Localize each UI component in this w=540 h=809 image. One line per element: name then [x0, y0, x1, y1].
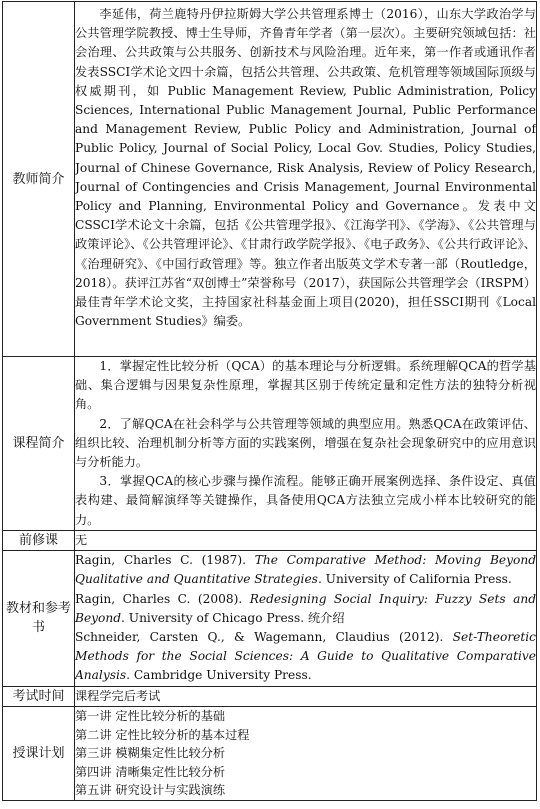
- lesson-item: 第三讲 模糊集定性比较分析: [75, 746, 226, 761]
- teaching-plan-label: 授课计划: [3, 706, 75, 800]
- teacher-label: 教师简介: [3, 2, 75, 357]
- exam-label: 考试时间: [3, 686, 75, 706]
- lesson-item: 第五讲 研究设计与实践演练: [75, 783, 226, 798]
- exam-value: 课程学完后考试: [75, 686, 537, 706]
- course-intro-row: [3, 357, 537, 531]
- teacher-bio-cell: [75, 2, 537, 357]
- reference-2: Ragin, Charles C. (2008). Redesigning Social Inquiry: Fuzzy Sets and Beyond. University of Chicago Press. 统介绍: [75, 591, 536, 625]
- prereq-value: 无: [75, 530, 537, 550]
- teacher-row: [3, 2, 537, 357]
- textbooks-cell: [75, 550, 537, 686]
- reference-1: Ragin, Charles C. (1987). The Comparative Method: Moving Beyond Qualitative and Quantitative Strategies. University of California Press.: [75, 553, 536, 587]
- teaching-plan-row: [3, 706, 537, 800]
- teaching-plan-cell: [75, 706, 537, 800]
- course-intro-cell: [75, 357, 537, 531]
- course-objective-1: 1．掌握定性比较分析（QCA）的基本理论与分析逻辑。系统理解QCA的哲学基础、集合逻辑与因果复杂性原理，掌握其区别于传统定量和定性方法的独特分析视角。: [75, 359, 536, 412]
- course-objective-3: 3．掌握QCA的核心步骤与操作流程。能够正确开展案例选择、条件设定、真值表构建、最简解演绎等关键操作，具备使用QCA方法独立完成小样本比较研究的能力。: [75, 474, 536, 527]
- lesson-item: 第一讲 定性比较分析的基础: [75, 709, 226, 724]
- teacher-bio: 李延伟，荷兰鹿特丹伊拉斯姆大学公共管理系博士（2016），山东大学政治学与公共管理学院教授、博士生导师，齐鲁青年学者（第一层次）。主要研究领域包括：社会治理、公共政策与公共服务、创新技术与风险治理。近年来，第一作者或通讯作者发表SSCI学术论文四十余篇，包括公共管理、公共政策、危机管理等领域国际顶级与权威期刊，如 Public Management Review, Public Administration, Policy Sciences, International Public Management Journal, Public Performance and Management Review, Public Policy and Administration, Journal of Public Policy, Journal of Social Policy, Local Gov. Studies, Policy Studies, Journal of Chinese Governance, Risk Analysis, Review of Policy Research, Journal of Contingencies and Crisis Management, Journal Environmental Policy and Planning, Environmental Policy and Governance。发表中文CSSCI学术论文十余篇，包括《公共管理学报》、《江海学刊》、《学海》、《公共管理与政策评论》、《公共管理评论》、《甘肃行政学院学报》、《电子政务》、《公共行政评论》、《治理研究》、《中国行政管理》等。独立作者出版英文学术专著一部（Routledge，2018）。获评江苏省“双创博士”荣誉称号（2017），获国际公共管理学会（IRSPM）最佳青年学术论文奖，主持国家社科基金面上项目(2020)，担任SSCI期刊《Local Government Studies》编委。: [75, 7, 536, 329]
- prereq-label: 前修课: [3, 530, 75, 550]
- lesson-item: 第二讲 定性比较分析的基本过程: [75, 727, 250, 742]
- textbooks-label: 教材和参考书: [3, 550, 75, 686]
- course-intro-label: 课程简介: [3, 357, 75, 531]
- reference-3: Schneider, Carsten Q., & Wagemann, Claudius (2012). Set-Theoretic Methods for the Social Sciences: A Guide to Qualitative Comparative Analysis. Cambridge University Press.: [75, 629, 536, 683]
- course-objective-2: 2．了解QCA在社会科学与公共管理等领域的典型应用。熟悉QCA在政策评估、组织比较、治理机制分析等方面的实践案例，增强在复杂社会现象研究中的应用意识与分析能力。: [75, 416, 536, 470]
- lesson-item: 第四讲 清晰集定性比较分析: [75, 764, 226, 779]
- exam-row: [3, 686, 537, 706]
- course-info-table: [2, 1, 537, 801]
- prereq-row: [3, 530, 537, 550]
- textbooks-row: [3, 550, 537, 686]
